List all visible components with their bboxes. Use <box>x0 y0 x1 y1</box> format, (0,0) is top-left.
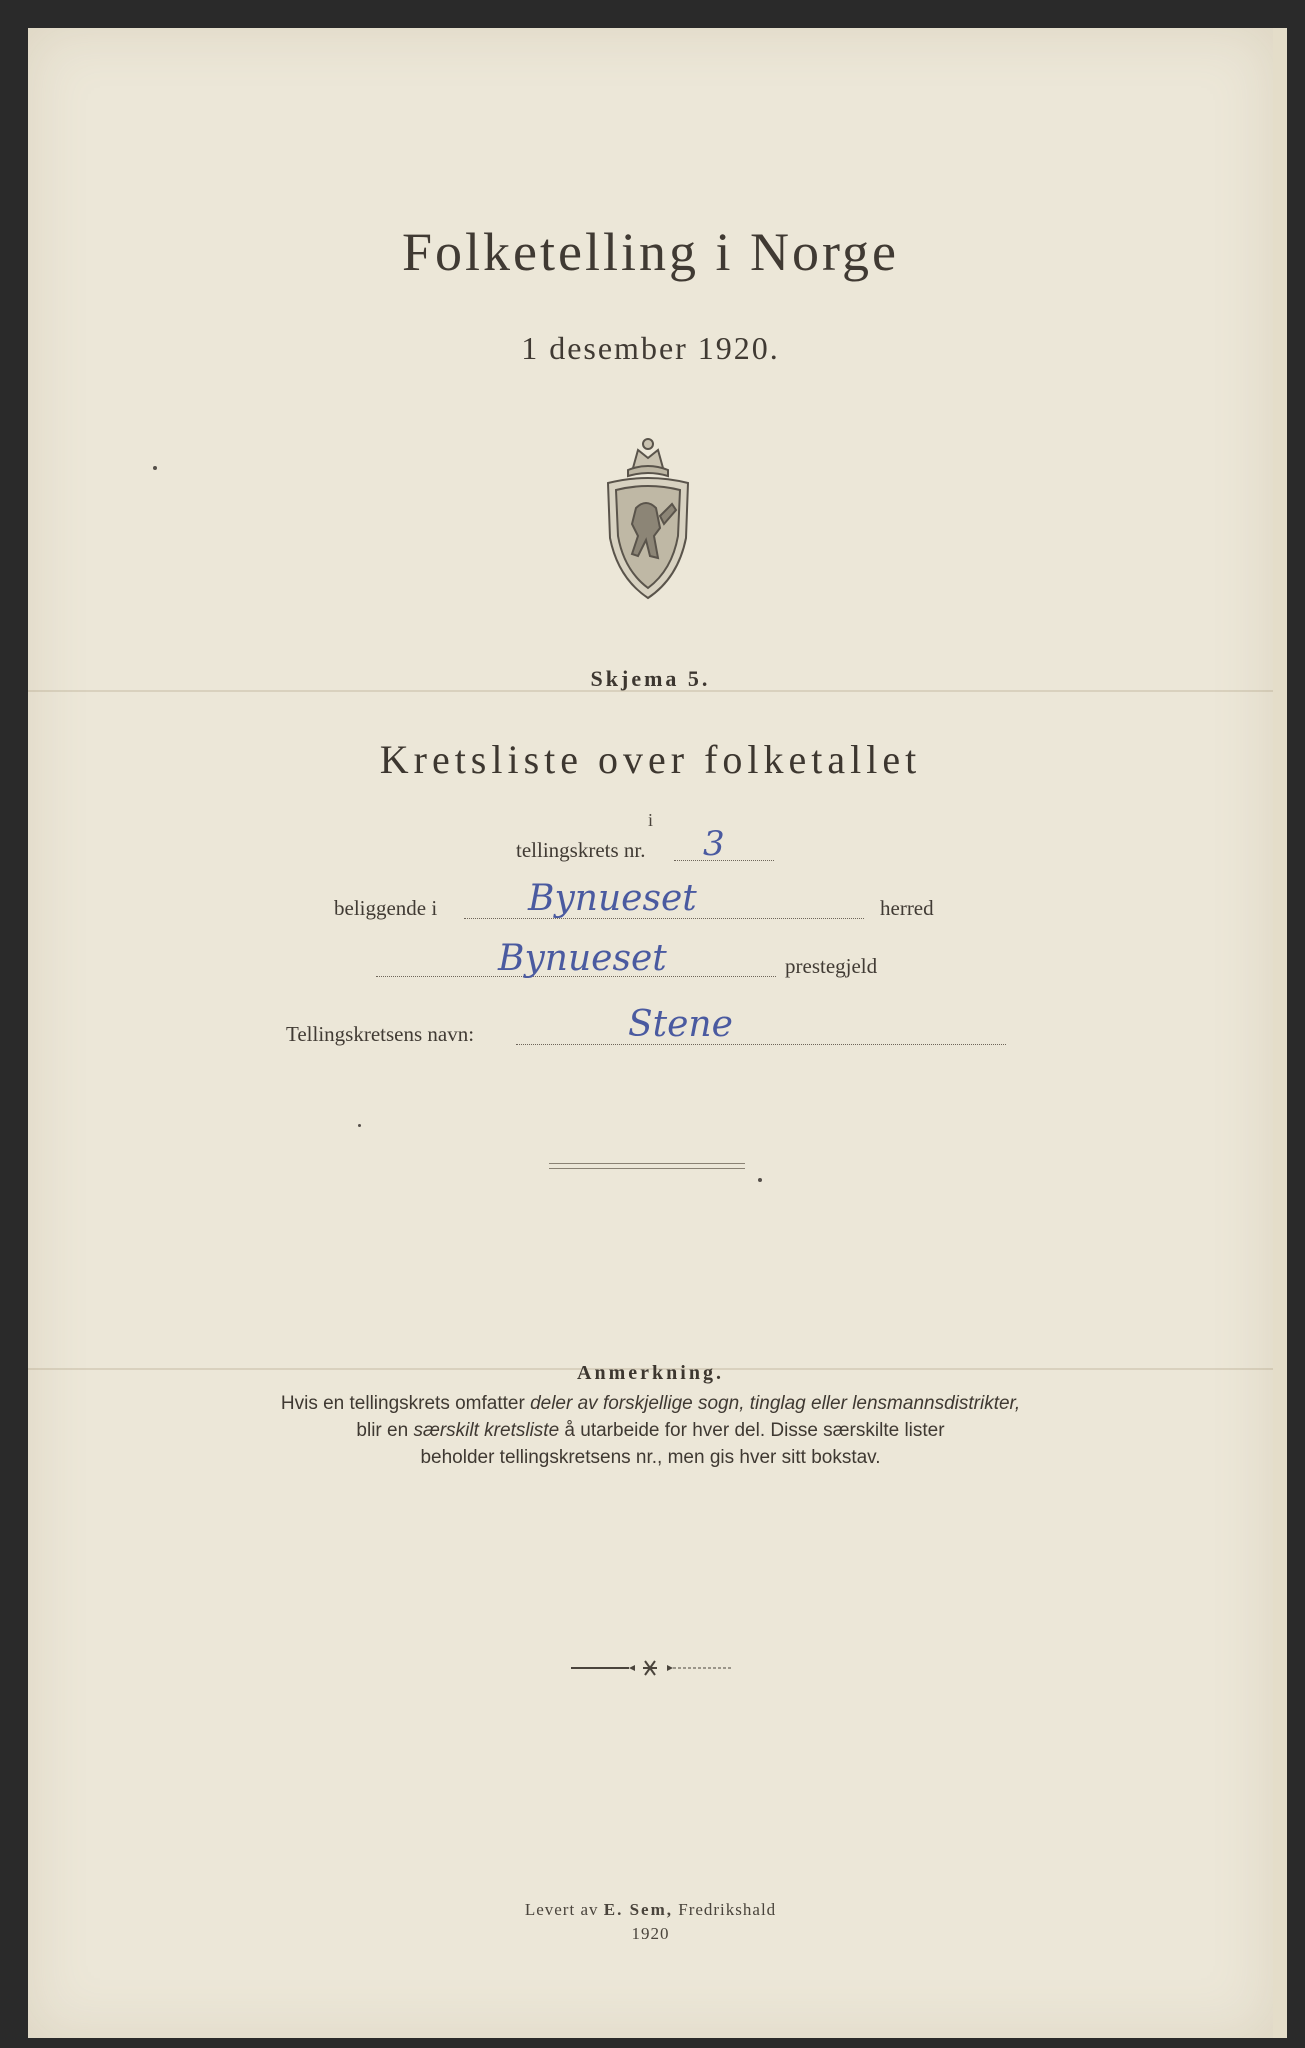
herred-label: herred <box>880 896 934 920</box>
krets-number-label: tellingskrets nr. <box>516 838 646 862</box>
note-line-2-text: blir en <box>356 1420 414 1441</box>
printer-name: E. Sem, <box>603 1900 673 1919</box>
prestegjeld-label: prestegjeld <box>785 954 878 978</box>
note-body <box>208 1390 1093 1471</box>
page-edge-strip <box>1273 28 1287 2038</box>
note-title: Anmerkning. <box>577 1362 724 1384</box>
printer-year: 1920 <box>631 1924 670 1943</box>
note-line-1-text: Hvis en tellingskrets omfatter <box>280 1393 531 1414</box>
printer-prefix: Levert av <box>524 1900 604 1919</box>
norwegian-coat-of-arms-icon <box>598 428 698 603</box>
herred-value: Bynueset <box>528 878 697 919</box>
printer-line <box>28 1900 1273 1920</box>
paper-speck <box>758 1178 762 1182</box>
note-line-1 <box>208 1390 1093 1417</box>
preposition-i: i <box>647 810 653 830</box>
note-line-3: beholder tellingskretsens nr., men gis hver sitt bokstav. <box>420 1447 881 1468</box>
note-line-2-italic: særskilt kretsliste <box>413 1420 560 1441</box>
census-date: 1 desember 1920. <box>521 330 780 366</box>
form-heading: Kretsliste over folketallet <box>379 737 922 782</box>
krets-name-line <box>516 1044 1006 1045</box>
krets-name-label: Tellingskretsens navn: <box>286 1022 475 1046</box>
printer-city: Fredrikshald <box>672 1900 777 1919</box>
prestegjeld-value: Bynueset <box>498 938 667 979</box>
double-rule-divider <box>549 1163 745 1169</box>
krets-number-value: 3 <box>703 824 725 864</box>
beliggende-label: beliggende i <box>334 896 438 920</box>
document-title: Folketelling i Norge <box>402 222 899 282</box>
ornament-divider-icon <box>571 1658 731 1678</box>
paper-speck <box>153 466 157 470</box>
census-form-page <box>28 28 1273 2038</box>
krets-name-value: Stene <box>628 1004 733 1045</box>
schema-label: Skjema 5. <box>590 666 711 691</box>
note-line-2 <box>208 1417 1093 1444</box>
note-line-2-rest: å utarbeide for hver del. Disse særskilte lister <box>559 1420 945 1441</box>
note-line-1-italic: deler av forskjellige sogn, tinglag eller lensmannsdistrikter, <box>530 1393 1021 1414</box>
paper-speck <box>358 1124 361 1127</box>
